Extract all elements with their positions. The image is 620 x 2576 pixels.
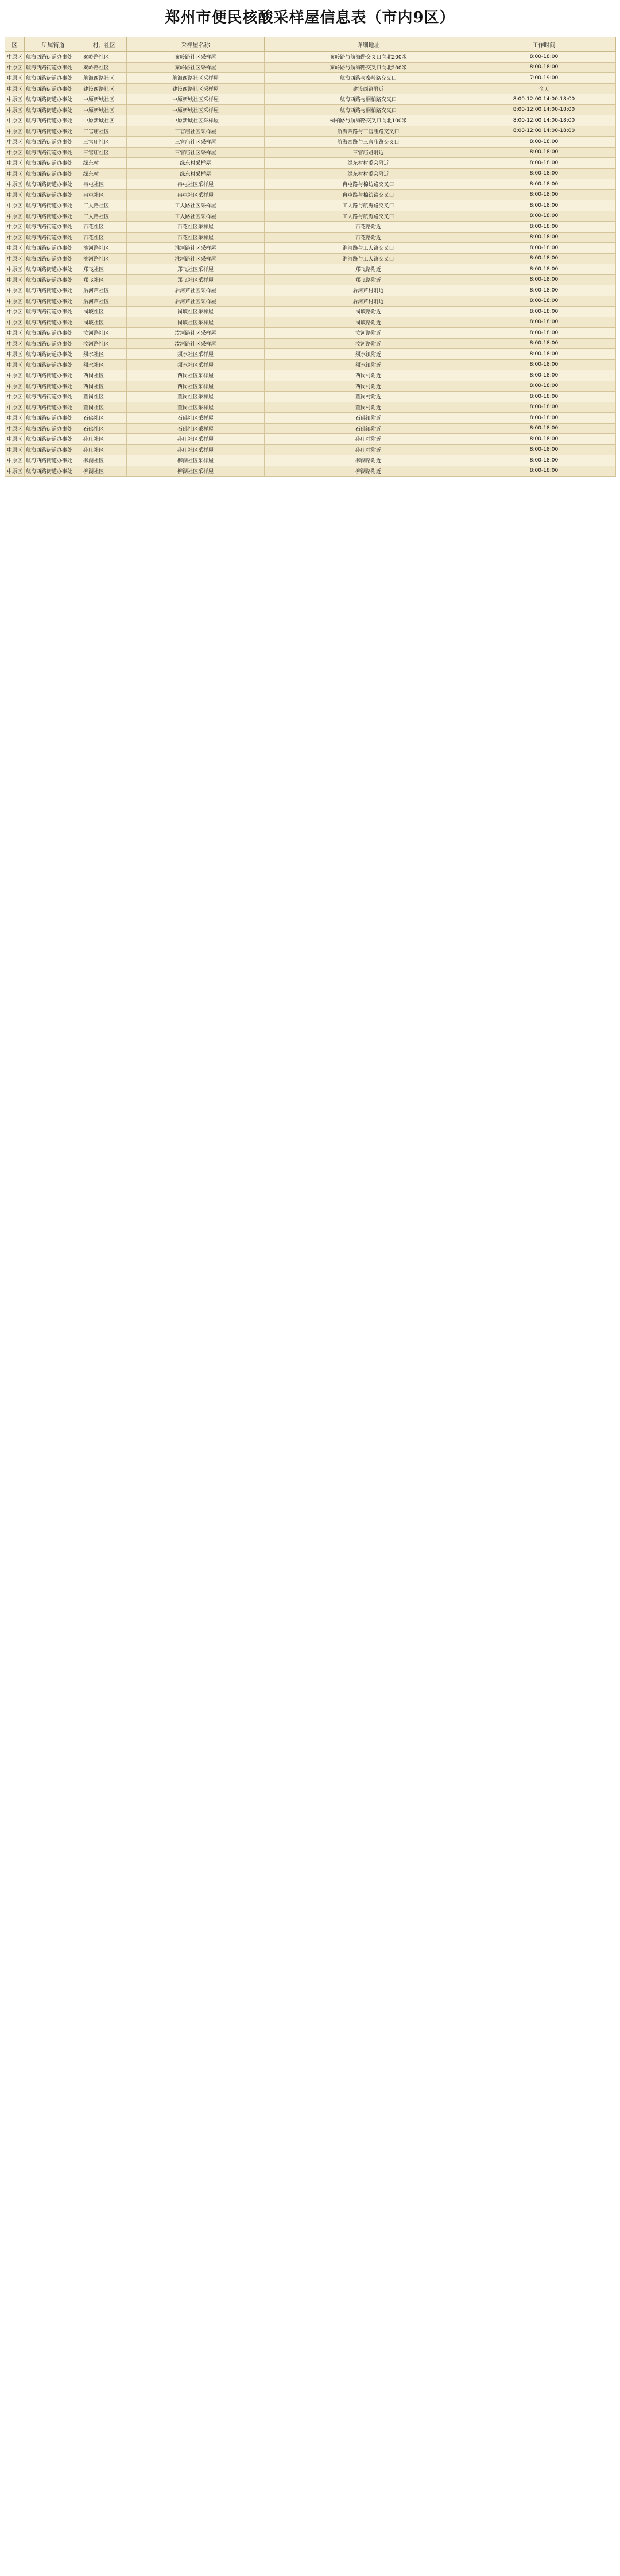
cell-address: 须水镇附近 — [265, 359, 472, 370]
cell-street: 航海西路街道办事处 — [25, 392, 82, 402]
cell-community: 淮河路社区 — [82, 243, 127, 254]
cell-district: 中原区 — [5, 222, 25, 233]
cell-street: 航海西路街道办事处 — [25, 328, 82, 339]
cell-address: 工人路与航海路交叉口 — [265, 200, 472, 211]
table-row — [5, 338, 616, 349]
cell-site-name: 孙庄社区采样屋 — [127, 444, 265, 455]
cell-street: 航海西路街道办事处 — [25, 444, 82, 455]
cell-hours: 8:00-18:00 — [472, 52, 616, 63]
table-header-row — [5, 37, 616, 52]
cell-community: 淮河路社区 — [82, 253, 127, 264]
cell-address: 柳湖路附近 — [265, 455, 472, 466]
table-row — [5, 147, 616, 158]
cell-hours: 8:00-18:00 — [472, 466, 616, 477]
cell-site-name: 孙庄社区采样屋 — [127, 434, 265, 445]
cell-hours: 8:00-18:00 — [472, 137, 616, 148]
cell-community: 须水社区 — [82, 359, 127, 370]
table-row — [5, 423, 616, 434]
cell-district: 中原区 — [5, 253, 25, 264]
cell-street: 航海西路街道办事处 — [25, 158, 82, 169]
cell-address: 岗坡路附近 — [265, 317, 472, 328]
cell-address: 孙庄村附近 — [265, 444, 472, 455]
cell-district: 中原区 — [5, 444, 25, 455]
cell-district: 中原区 — [5, 211, 25, 222]
cell-site-name: 百花社区采样屋 — [127, 232, 265, 243]
table-row — [5, 274, 616, 285]
cell-street: 航海西路街道办事处 — [25, 147, 82, 158]
cell-address: 航海西路与秦岭路交叉口 — [265, 73, 472, 84]
cell-street: 航海西路街道办事处 — [25, 349, 82, 360]
cell-hours: 8:00-18:00 — [472, 434, 616, 445]
cell-community: 柳湖社区 — [82, 455, 127, 466]
cell-hours: 7:00-19:00 — [472, 73, 616, 84]
cell-site-name: 汝河路社区采样屋 — [127, 328, 265, 339]
cell-hours: 8:00-18:00 — [472, 381, 616, 392]
cell-street: 航海西路街道办事处 — [25, 189, 82, 200]
cell-street: 航海西路街道办事处 — [25, 413, 82, 424]
table-row — [5, 243, 616, 254]
cell-site-name: 中原新城社区采样屋 — [127, 115, 265, 126]
cell-site-name: 三官庙社区采样屋 — [127, 126, 265, 137]
cell-community: 中原新城社区 — [82, 94, 127, 105]
cell-hours: 8:00-18:00 — [472, 359, 616, 370]
cell-site-name: 淮河路社区采样屋 — [127, 243, 265, 254]
cell-street: 航海西路街道办事处 — [25, 317, 82, 328]
cell-community: 董岗社区 — [82, 402, 127, 413]
cell-address: 秦岭路与航海路交叉口向北200米 — [265, 52, 472, 63]
cell-district: 中原区 — [5, 104, 25, 115]
cell-hours: 8:00-18:00 — [472, 455, 616, 466]
cell-hours: 8:00-12:00 14:00-18:00 — [472, 115, 616, 126]
cell-site-name: 西岗社区采样屋 — [127, 381, 265, 392]
cell-community: 秦岭路社区 — [82, 52, 127, 63]
cell-site-name: 后河芦社区采样屋 — [127, 285, 265, 296]
cell-address: 桐柏路与航海路交叉口向北100米 — [265, 115, 472, 126]
cell-site-name: 岗坡社区采样屋 — [127, 307, 265, 317]
sampling-booth-table — [5, 37, 616, 477]
table-row — [5, 370, 616, 381]
cell-hours: 8:00-18:00 — [472, 402, 616, 413]
cell-street: 航海西路街道办事处 — [25, 338, 82, 349]
table-row — [5, 94, 616, 105]
table-row — [5, 444, 616, 455]
cell-hours: 8:00-18:00 — [472, 62, 616, 73]
cell-address: 淮河路与工人路交叉口 — [265, 243, 472, 254]
cell-street: 航海西路街道办事处 — [25, 434, 82, 445]
cell-street: 航海西路街道办事处 — [25, 137, 82, 148]
cell-street: 航海西路街道办事处 — [25, 200, 82, 211]
header-hours: 工作时间 — [472, 37, 616, 52]
cell-hours: 8:00-12:00 14:00-18:00 — [472, 104, 616, 115]
cell-site-name: 郑飞社区采样屋 — [127, 264, 265, 275]
cell-site-name: 岗坡社区采样屋 — [127, 317, 265, 328]
header-address: 详细地址 — [265, 37, 472, 52]
cell-district: 中原区 — [5, 147, 25, 158]
cell-street: 航海西路街道办事处 — [25, 274, 82, 285]
table-row — [5, 62, 616, 73]
cell-hours: 8:00-18:00 — [472, 413, 616, 424]
cell-site-name: 后河芦社区采样屋 — [127, 296, 265, 307]
cell-district: 中原区 — [5, 83, 25, 94]
cell-street: 航海西路街道办事处 — [25, 243, 82, 254]
header-district: 区 — [5, 37, 25, 52]
cell-district: 中原区 — [5, 73, 25, 84]
table-row — [5, 126, 616, 137]
cell-district: 中原区 — [5, 264, 25, 275]
table-row — [5, 73, 616, 84]
header-community: 村、社区 — [82, 37, 127, 52]
cell-community: 百花社区 — [82, 232, 127, 243]
cell-community: 三官庙社区 — [82, 126, 127, 137]
cell-hours: 8:00-18:00 — [472, 392, 616, 402]
cell-street: 航海西路街道办事处 — [25, 402, 82, 413]
cell-street: 航海西路街道办事处 — [25, 285, 82, 296]
cell-site-name: 董岗社区采样屋 — [127, 392, 265, 402]
cell-community: 西岗社区 — [82, 370, 127, 381]
cell-site-name: 石佛社区采样屋 — [127, 413, 265, 424]
cell-site-name: 三官庙社区采样屋 — [127, 137, 265, 148]
header-site-name: 采样屋名称 — [127, 37, 265, 52]
cell-hours: 8:00-18:00 — [472, 189, 616, 200]
cell-district: 中原区 — [5, 52, 25, 63]
cell-street: 航海西路街道办事处 — [25, 307, 82, 317]
table-row — [5, 222, 616, 233]
cell-community: 汝河路社区 — [82, 338, 127, 349]
cell-address: 后河芦村附近 — [265, 296, 472, 307]
cell-street: 航海西路街道办事处 — [25, 296, 82, 307]
cell-address: 汝河路附近 — [265, 328, 472, 339]
cell-hours: 8:00-18:00 — [472, 274, 616, 285]
cell-district: 中原区 — [5, 466, 25, 477]
cell-site-name: 须水社区采样屋 — [127, 359, 265, 370]
cell-street: 航海西路街道办事处 — [25, 222, 82, 233]
table-row — [5, 52, 616, 63]
table-row — [5, 285, 616, 296]
cell-address: 建设西路附近 — [265, 83, 472, 94]
table-row — [5, 115, 616, 126]
cell-community: 汝河路社区 — [82, 328, 127, 339]
cell-street: 航海西路街道办事处 — [25, 179, 82, 190]
cell-community: 工人路社区 — [82, 200, 127, 211]
cell-site-name: 柳湖社区采样屋 — [127, 455, 265, 466]
table-row — [5, 211, 616, 222]
table-row — [5, 307, 616, 317]
cell-district: 中原区 — [5, 243, 25, 254]
cell-site-name: 中原新城社区采样屋 — [127, 94, 265, 105]
cell-district: 中原区 — [5, 179, 25, 190]
cell-hours: 8:00-18:00 — [472, 285, 616, 296]
cell-site-name: 董岗社区采样屋 — [127, 402, 265, 413]
cell-site-name: 建设西路社区采样屋 — [127, 83, 265, 94]
cell-community: 须水社区 — [82, 349, 127, 360]
cell-hours: 8:00-18:00 — [472, 444, 616, 455]
cell-street: 航海西路街道办事处 — [25, 73, 82, 84]
table-row — [5, 359, 616, 370]
cell-site-name: 须水社区采样屋 — [127, 349, 265, 360]
table-row — [5, 179, 616, 190]
cell-community: 孙庄社区 — [82, 434, 127, 445]
cell-community: 冉屯社区 — [82, 189, 127, 200]
cell-street: 航海西路街道办事处 — [25, 423, 82, 434]
cell-hours: 8:00-18:00 — [472, 200, 616, 211]
table-row — [5, 137, 616, 148]
cell-community: 岗坡社区 — [82, 307, 127, 317]
cell-address: 岗坡路附近 — [265, 307, 472, 317]
cell-site-name: 工人路社区采样屋 — [127, 200, 265, 211]
cell-community: 后河芦社区 — [82, 296, 127, 307]
cell-district: 中原区 — [5, 359, 25, 370]
cell-community: 岗坡社区 — [82, 317, 127, 328]
cell-community: 绿东村 — [82, 158, 127, 169]
cell-address: 冉屯路与棉纺路交叉口 — [265, 179, 472, 190]
cell-district: 中原区 — [5, 189, 25, 200]
cell-street: 航海西路街道办事处 — [25, 126, 82, 137]
cell-hours: 8:00-18:00 — [472, 423, 616, 434]
cell-community: 中原新城社区 — [82, 115, 127, 126]
table-row — [5, 200, 616, 211]
cell-site-name: 淮河路社区采样屋 — [127, 253, 265, 264]
table-row — [5, 455, 616, 466]
cell-hours: 8:00-18:00 — [472, 349, 616, 360]
table-row — [5, 296, 616, 307]
cell-district: 中原区 — [5, 370, 25, 381]
cell-address: 郑飞路附近 — [265, 274, 472, 285]
table-row — [5, 413, 616, 424]
cell-district: 中原区 — [5, 158, 25, 169]
table-row — [5, 466, 616, 477]
cell-hours: 8:00-12:00 14:00-18:00 — [472, 126, 616, 137]
cell-site-name: 绿东村采样屋 — [127, 158, 265, 169]
cell-hours: 8:00-18:00 — [472, 232, 616, 243]
cell-district: 中原区 — [5, 168, 25, 179]
table-row — [5, 253, 616, 264]
cell-address: 秦岭路与航海路交叉口向北200米 — [265, 62, 472, 73]
cell-community: 三官庙社区 — [82, 137, 127, 148]
cell-community: 中原新城社区 — [82, 104, 127, 115]
cell-community: 航海西路社区 — [82, 73, 127, 84]
cell-hours: 8:00-18:00 — [472, 243, 616, 254]
cell-community: 柳湖社区 — [82, 466, 127, 477]
table-body — [5, 52, 616, 477]
cell-site-name: 冉屯社区采样屋 — [127, 189, 265, 200]
cell-address: 航海西路与三官庙路交叉口 — [265, 137, 472, 148]
cell-hours: 全天 — [472, 83, 616, 94]
cell-community: 秦岭路社区 — [82, 62, 127, 73]
cell-site-name: 冉屯社区采样屋 — [127, 179, 265, 190]
cell-site-name: 中原新城社区采样屋 — [127, 104, 265, 115]
table-row — [5, 317, 616, 328]
cell-address: 航海西路与三官庙路交叉口 — [265, 126, 472, 137]
cell-address: 西岗村附近 — [265, 381, 472, 392]
cell-community: 石佛社区 — [82, 423, 127, 434]
cell-site-name: 西岗社区采样屋 — [127, 370, 265, 381]
cell-address: 淮河路与工人路交叉口 — [265, 253, 472, 264]
cell-district: 中原区 — [5, 94, 25, 105]
header-street: 所属街道 — [25, 37, 82, 52]
cell-address: 冉屯路与棉纺路交叉口 — [265, 189, 472, 200]
cell-community: 冉屯社区 — [82, 179, 127, 190]
cell-district: 中原区 — [5, 328, 25, 339]
cell-community: 百花社区 — [82, 222, 127, 233]
cell-community: 后河芦社区 — [82, 285, 127, 296]
cell-community: 董岗社区 — [82, 392, 127, 402]
cell-district: 中原区 — [5, 126, 25, 137]
cell-street: 航海西路街道办事处 — [25, 455, 82, 466]
cell-street: 航海西路街道办事处 — [25, 52, 82, 63]
cell-street: 航海西路街道办事处 — [25, 168, 82, 179]
cell-site-name: 柳湖社区采样屋 — [127, 466, 265, 477]
cell-address: 西岗村附近 — [265, 370, 472, 381]
cell-street: 航海西路街道办事处 — [25, 211, 82, 222]
cell-hours: 8:00-18:00 — [472, 158, 616, 169]
cell-site-name: 汝河路社区采样屋 — [127, 338, 265, 349]
table-row — [5, 349, 616, 360]
table-row — [5, 381, 616, 392]
cell-district: 中原区 — [5, 381, 25, 392]
cell-hours: 8:00-18:00 — [472, 211, 616, 222]
cell-address: 绿东村村委会附近 — [265, 168, 472, 179]
cell-district: 中原区 — [5, 307, 25, 317]
cell-district: 中原区 — [5, 349, 25, 360]
cell-hours: 8:00-18:00 — [472, 338, 616, 349]
cell-address: 工人路与航海路交叉口 — [265, 211, 472, 222]
table-row — [5, 158, 616, 169]
cell-district: 中原区 — [5, 402, 25, 413]
cell-district: 中原区 — [5, 413, 25, 424]
cell-street: 航海西路街道办事处 — [25, 94, 82, 105]
table-row — [5, 104, 616, 115]
cell-hours: 8:00-18:00 — [472, 317, 616, 328]
cell-street: 航海西路街道办事处 — [25, 466, 82, 477]
cell-site-name: 郑飞社区采样屋 — [127, 274, 265, 285]
cell-address: 绿东村村委会附近 — [265, 158, 472, 169]
cell-community: 郑飞社区 — [82, 264, 127, 275]
cell-community: 工人路社区 — [82, 211, 127, 222]
cell-address: 三官庙路附近 — [265, 147, 472, 158]
cell-street: 航海西路街道办事处 — [25, 264, 82, 275]
cell-community: 西岗社区 — [82, 381, 127, 392]
cell-address: 航海西路与桐柏路交叉口 — [265, 94, 472, 105]
cell-street: 航海西路街道办事处 — [25, 104, 82, 115]
cell-site-name: 三官庙社区采样屋 — [127, 147, 265, 158]
cell-address: 石佛镇附近 — [265, 423, 472, 434]
table-row — [5, 328, 616, 339]
cell-address: 孙庄村附近 — [265, 434, 472, 445]
cell-hours: 8:00-18:00 — [472, 147, 616, 158]
table-row — [5, 402, 616, 413]
cell-address: 郑飞路附近 — [265, 264, 472, 275]
cell-site-name: 工人路社区采样屋 — [127, 211, 265, 222]
cell-address: 后河芦村附近 — [265, 285, 472, 296]
cell-district: 中原区 — [5, 296, 25, 307]
cell-hours: 8:00-18:00 — [472, 307, 616, 317]
cell-hours: 8:00-12:00 14:00-18:00 — [472, 94, 616, 105]
cell-district: 中原区 — [5, 232, 25, 243]
cell-hours: 8:00-18:00 — [472, 222, 616, 233]
cell-site-name: 秦岭路社区采样屋 — [127, 62, 265, 73]
cell-site-name: 石佛社区采样屋 — [127, 423, 265, 434]
cell-district: 中原区 — [5, 338, 25, 349]
table-row — [5, 264, 616, 275]
cell-district: 中原区 — [5, 200, 25, 211]
cell-address: 百花路附近 — [265, 222, 472, 233]
cell-district: 中原区 — [5, 434, 25, 445]
cell-address: 汝河路附近 — [265, 338, 472, 349]
cell-site-name: 百花社区采样屋 — [127, 222, 265, 233]
cell-hours: 8:00-18:00 — [472, 168, 616, 179]
sampling-booth-table-wrapper — [5, 37, 615, 477]
cell-district: 中原区 — [5, 285, 25, 296]
cell-district: 中原区 — [5, 274, 25, 285]
cell-district: 中原区 — [5, 455, 25, 466]
cell-district: 中原区 — [5, 317, 25, 328]
cell-hours: 8:00-18:00 — [472, 264, 616, 275]
cell-street: 航海西路街道办事处 — [25, 370, 82, 381]
cell-street: 航海西路街道办事处 — [25, 62, 82, 73]
page-title: 郑州市便民核酸采样屋信息表（市内9区） — [165, 9, 455, 26]
table-row — [5, 392, 616, 402]
cell-site-name: 秦岭路社区采样屋 — [127, 52, 265, 63]
cell-community: 郑飞社区 — [82, 274, 127, 285]
cell-district: 中原区 — [5, 423, 25, 434]
cell-address: 石佛镇附近 — [265, 413, 472, 424]
cell-street: 航海西路街道办事处 — [25, 253, 82, 264]
cell-street: 航海西路街道办事处 — [25, 359, 82, 370]
cell-district: 中原区 — [5, 392, 25, 402]
table-row — [5, 232, 616, 243]
cell-street: 航海西路街道办事处 — [25, 381, 82, 392]
cell-address: 董岗村附近 — [265, 392, 472, 402]
cell-street: 航海西路街道办事处 — [25, 83, 82, 94]
cell-community: 建设西路社区 — [82, 83, 127, 94]
cell-address: 柳湖路附近 — [265, 466, 472, 477]
cell-hours: 8:00-18:00 — [472, 370, 616, 381]
cell-address: 百花路附近 — [265, 232, 472, 243]
cell-address: 董岗村附近 — [265, 402, 472, 413]
cell-site-name: 航海西路社区采样屋 — [127, 73, 265, 84]
cell-community: 石佛社区 — [82, 413, 127, 424]
cell-site-name: 绿东村采样屋 — [127, 168, 265, 179]
cell-address: 须水镇附近 — [265, 349, 472, 360]
cell-hours: 8:00-18:00 — [472, 296, 616, 307]
cell-hours: 8:00-18:00 — [472, 253, 616, 264]
cell-district: 中原区 — [5, 62, 25, 73]
cell-hours: 8:00-18:00 — [472, 179, 616, 190]
cell-community: 绿东村 — [82, 168, 127, 179]
table-row — [5, 83, 616, 94]
table-row — [5, 168, 616, 179]
cell-hours: 8:00-18:00 — [472, 328, 616, 339]
cell-street: 航海西路街道办事处 — [25, 232, 82, 243]
cell-district: 中原区 — [5, 115, 25, 126]
table-row — [5, 434, 616, 445]
cell-street: 航海西路街道办事处 — [25, 115, 82, 126]
cell-address: 航海西路与桐柏路交叉口 — [265, 104, 472, 115]
cell-community: 三官庙社区 — [82, 147, 127, 158]
cell-district: 中原区 — [5, 137, 25, 148]
table-row — [5, 189, 616, 200]
cell-community: 孙庄社区 — [82, 444, 127, 455]
